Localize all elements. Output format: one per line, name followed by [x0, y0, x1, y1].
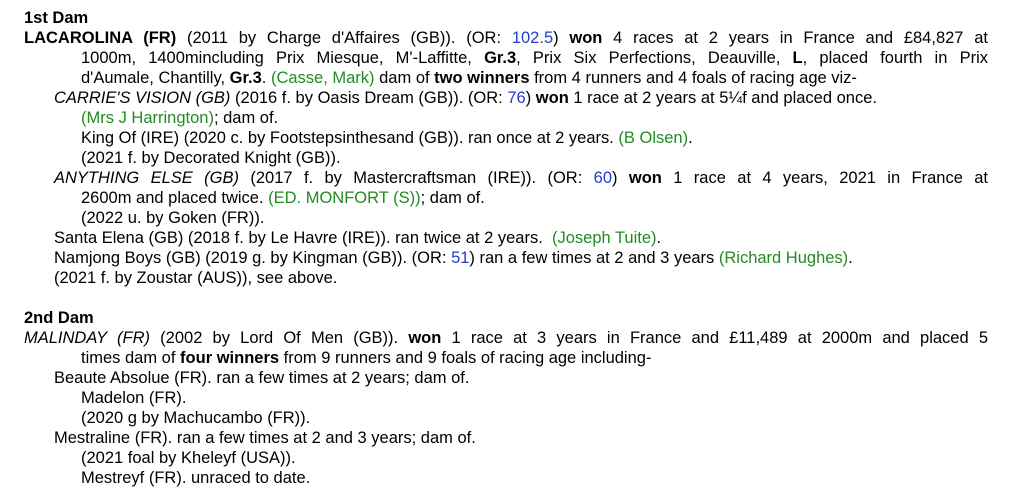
trainer-name: (Mrs J Harrington)	[81, 109, 214, 127]
dam-name: MALINDAY (FR)	[24, 329, 150, 347]
dam-line-2: 1000m, 1400mincluding Prix Miesque, M'-Laffitte, Gr.3, Prix Six Perfections, Deauville, L, placed fourth in Prix	[81, 49, 988, 67]
offspring-entry-beaute-absolue: Beaute Absolue (FR). ran a few times at 2 years; dam of.	[54, 369, 470, 387]
offspring-entry-mestreyf: Mestreyf (FR). unraced to date.	[81, 469, 311, 487]
official-rating: 76	[507, 89, 526, 107]
offspring-entry-anything-else: ANYTHING ELSE (GB) (2017 f. by Mastercraftsman (IRE)). (OR: 60) won 1 race at 4 years, 2021 in France at 2600m and placed twice. (ED. MONFORT (S)); dam of.	[54, 169, 988, 207]
first-dam-heading: 1st Dam	[24, 9, 89, 27]
official-rating: 102.5	[511, 29, 554, 47]
trainer-name: (Joseph Tuite)	[551, 229, 657, 247]
trainer-name: (Casse, Mark)	[270, 69, 375, 87]
trainer-name: (B Olsen)	[618, 129, 689, 147]
dam-entry-malinday: MALINDAY (FR) (2002 by Lord Of Men (GB)). won 1 race at 3 years in France and £11,489 at 2000m and placed 5 times dam of four winners from 9 runners and 9 foals of racing age including-	[24, 329, 989, 367]
official-rating: 51	[451, 249, 470, 267]
trainer-name: (Richard Hughes)	[718, 249, 849, 267]
offspring-entry-santa-elena: Santa Elena (GB) (2018 f. by Le Havre (IRE)). ran twice at 2 years. (Joseph Tuite).	[54, 229, 662, 247]
official-rating: 60	[593, 169, 613, 187]
offspring-entry-carries-vision: CARRIE'S VISION (GB) (2016 f. by Oasis Dream (GB)). (OR: 76) won 1 race at 2 years at 5¼f and placed once. (Mrs J Harrington); dam of.	[54, 89, 877, 127]
dam-entry-lacarolina	[24, 28, 988, 88]
trainer-name: (ED. MONFORT (S))	[268, 189, 421, 207]
dam-line-3: d'Aumale, Chantilly, Gr.3. (Casse, Mark) dam of two winners from 4 runners and 4 foals of racing age viz-	[81, 69, 857, 87]
dam-name: LACAROLINA (FR)	[24, 29, 177, 47]
dam-line-1: LACAROLINA (FR) (2011 by Charge d'Affaires (GB)). (OR: 102.5) won 4 races at 2 years in France and £84,827 at	[24, 29, 989, 47]
offspring-name: CARRIE'S VISION (GB)	[54, 89, 231, 107]
offspring-name: ANYTHING ELSE (GB)	[54, 169, 240, 187]
offspring-entry-mestraline: Mestraline (FR). ran a few times at 2 and 3 years; dam of.	[54, 429, 476, 447]
offspring-entry-2021-kheleyf: (2021 foal by Kheleyf (USA)).	[81, 449, 296, 467]
offspring-entry-king-of: King Of (IRE) (2020 c. by Footstepsinthesand (GB)). ran once at 2 years. (B Olsen).	[81, 129, 693, 147]
offspring-entry-madelon: Madelon (FR).	[81, 389, 187, 407]
offspring-entry-2020-machucambo: (2020 g by Machucambo (FR)).	[81, 409, 311, 427]
offspring-entry-2021-decorated-knight: (2021 f. by Decorated Knight (GB)).	[81, 149, 341, 167]
offspring-entry-namjong-boys: Namjong Boys (GB) (2019 g. by Kingman (GB)). (OR: 51) ran a few times at 2 and 3 years (Richard Hughes).	[54, 249, 853, 267]
offspring-entry-2022-goken: (2022 u. by Goken (FR)).	[81, 209, 265, 227]
second-dam-heading: 2nd Dam	[24, 309, 94, 327]
offspring-entry-2021-zoustar: (2021 f. by Zoustar (AUS)), see above.	[54, 269, 338, 287]
